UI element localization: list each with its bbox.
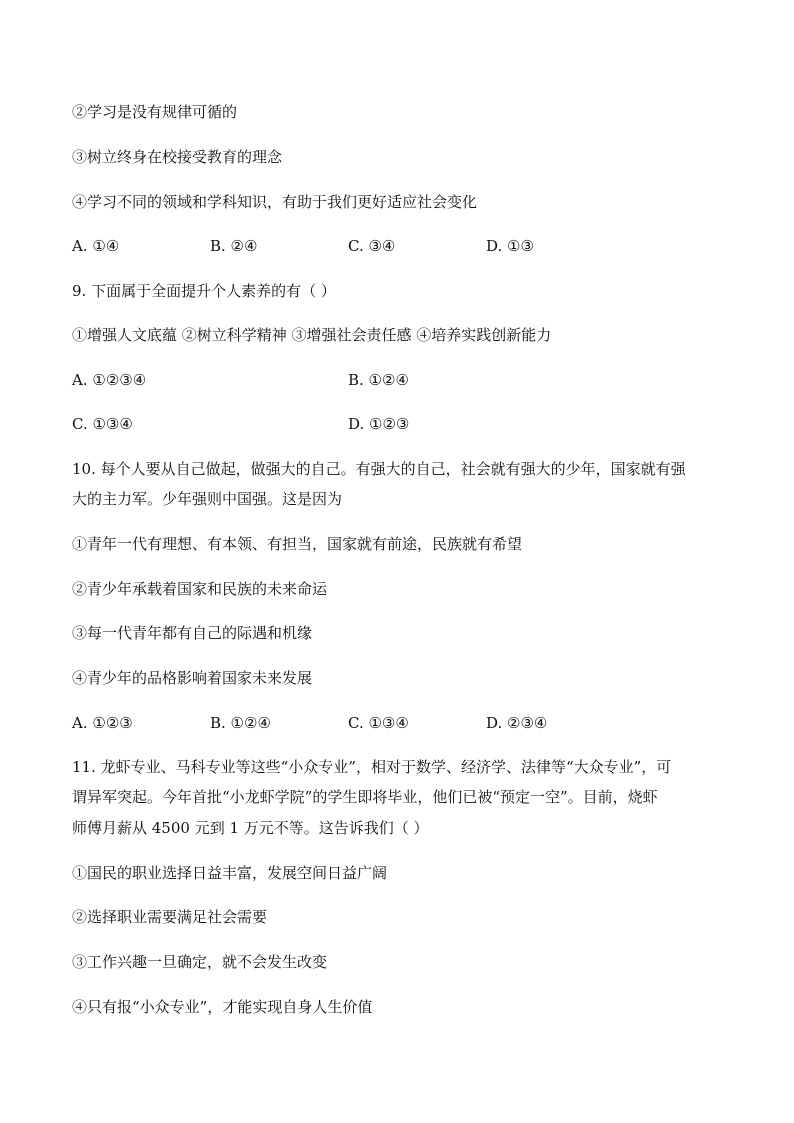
q10-option-c: C. ①③④ [348,714,409,732]
q8-option-a: A. ①④ [72,237,120,255]
q8-option-b: B. ②④ [210,237,258,255]
q10-option-a: A. ①②③ [72,714,133,732]
q9-statements: ①增强人文底蕴 ②树立科学精神 ③增强社会责任感 ④培养实践创新能力 [72,326,552,344]
q9-stem: 9. 下面属于全面提升个人素养的有（ ） [72,282,336,300]
q10-statement-4: ④青少年的品格影响着国家未来发展 [72,669,313,687]
q8-option-c: C. ③④ [348,237,396,255]
q9-option-a: A. ①②③④ [72,371,147,389]
q10-statement-2: ②青少年承载着国家和民族的未来命运 [72,580,328,598]
q8-statement-3: ③树立终身在校接受教育的理念 [72,148,283,166]
q9-option-b: B. ①②④ [348,371,409,389]
q11-statement-3: ③工作兴趣一旦确定，就不会发生改变 [72,953,328,971]
q11-statement-4: ④只有报“小众专业”，才能实现自身人生价值 [72,998,373,1016]
q9-option-c: C. ①③④ [72,415,133,433]
q10-option-d: D. ②③④ [486,714,548,732]
q8-statement-2: ②学习是没有规律可循的 [72,103,238,121]
q11-stem-line-2: 谓异军突起。今年首批“小龙虾学院”的学生即将毕业，他们已被“预定一空”。目前，烧虾 [72,788,658,806]
q9-option-d: D. ①②③ [348,415,410,433]
q10-statement-1: ①青年一代有理想、有本领、有担当，国家就有前途，民族就有希望 [72,535,523,553]
q11-stem-line-3: 师傅月薪从 4500 元到 1 万元不等。这告诉我们（ ） [72,819,429,837]
q8-option-d: D. ①③ [486,237,534,255]
q10-stem-line-2: 大的主力军。少年强则中国强。这是因为 [72,490,343,508]
q11-statement-1: ①国民的职业选择日益丰富，发展空间日益广阔 [72,864,388,882]
q10-statement-3: ③每一代青年都有自己的际遇和机缘 [72,624,313,642]
q10-option-b: B. ①②④ [210,714,271,732]
q11-stem-line-1: 11. 龙虾专业、马科专业等这些“小众专业”，相对于数学、经济学、法律等“大众专业”，可 [72,758,672,776]
q8-statement-4: ④学习不同的领域和学科知识，有助于我们更好适应社会变化 [72,193,478,211]
q10-stem-line-1: 10. 每个人要从自己做起，做强大的自己。有强大的自己，社会就有强大的少年，国家就有强 [72,460,686,478]
q11-statement-2: ②选择职业需要满足社会需要 [72,908,268,926]
